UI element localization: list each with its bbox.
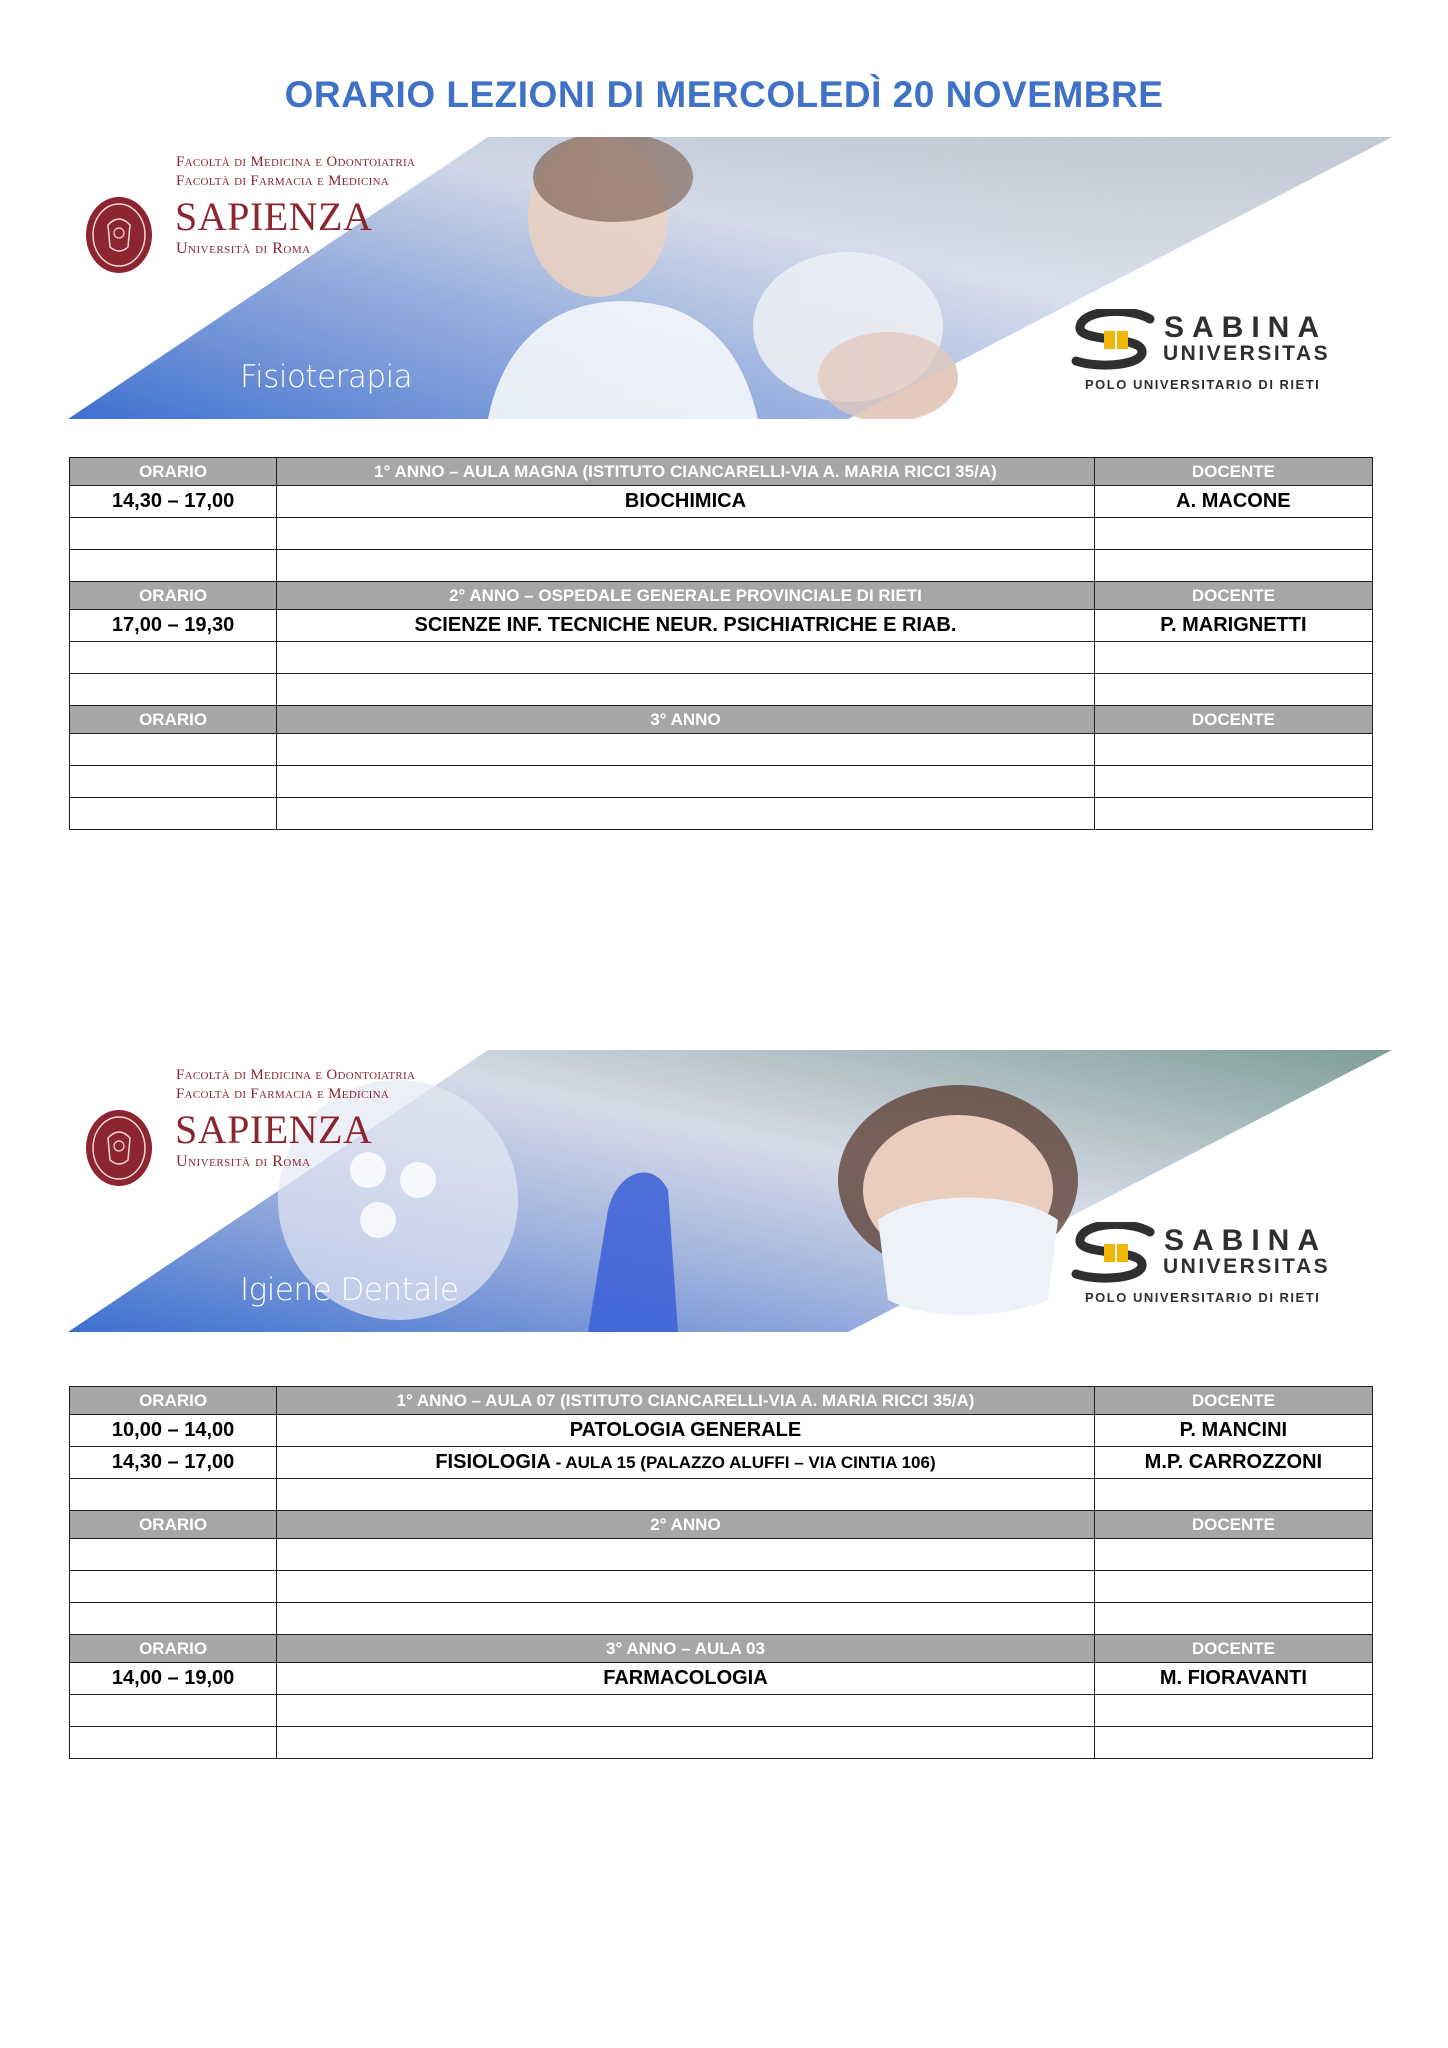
table-row (70, 1695, 1373, 1727)
table-row (70, 1415, 1373, 1447)
cell-docente (1094, 1695, 1372, 1727)
cell-materia (277, 1727, 1095, 1759)
section-header (70, 706, 1373, 734)
cell-docente (1094, 550, 1372, 582)
fisioterapia-schedule-table (69, 457, 1373, 830)
table-row (70, 486, 1373, 518)
faculty-names (176, 153, 415, 191)
cell-materia (277, 674, 1095, 706)
cell-materia (277, 1539, 1095, 1571)
cell-orario (70, 1571, 277, 1603)
cell-docente (1094, 1571, 1372, 1603)
table-row (70, 1603, 1373, 1635)
cell-materia (277, 1415, 1095, 1447)
header-docente: DOCENTE (1094, 1511, 1372, 1539)
cell-docente (1094, 1479, 1372, 1511)
table-row (70, 1663, 1373, 1695)
table-row (70, 642, 1373, 674)
cell-docente: A. MACONE (1094, 486, 1372, 518)
header-orario: ORARIO (70, 1635, 277, 1663)
cell-orario (70, 734, 277, 766)
university-name: SAPIENZA (175, 194, 373, 239)
cell-materia (277, 1603, 1095, 1635)
faculty-line-1: Facoltà di Medicina e Odontoiatria (176, 1067, 416, 1083)
table-row (70, 610, 1373, 642)
cell-docente: P. MARIGNETTI (1094, 610, 1372, 642)
materia-name: FISIOLOGIA (435, 1451, 551, 1473)
cell-docente (1094, 1539, 1372, 1571)
cell-orario (70, 674, 277, 706)
header-orario: ORARIO (70, 1387, 277, 1415)
table-row (70, 1479, 1373, 1511)
cell-orario (70, 1695, 277, 1727)
cell-docente (1094, 1603, 1372, 1635)
cell-materia: BIOCHIMICA (277, 486, 1095, 518)
cell-docente (1094, 1727, 1372, 1759)
cell-orario (70, 1539, 277, 1571)
cell-materia (277, 550, 1095, 582)
faculty-line-2: Facoltà di Farmacia e Medicina (176, 173, 390, 189)
header-docente: DOCENTE (1094, 1635, 1372, 1663)
table-row (70, 1447, 1373, 1479)
cell-materia (277, 1571, 1095, 1603)
table-row (70, 674, 1373, 706)
section-header (70, 1387, 1373, 1415)
cell-orario (70, 642, 277, 674)
cell-materia: FARMACOLOGIA (277, 1663, 1095, 1695)
university-subtitle: Università di Roma (176, 1153, 311, 1170)
table-row (70, 1539, 1373, 1571)
header-orario: ORARIO (70, 1511, 277, 1539)
table-row (70, 766, 1373, 798)
partner-tagline: POLO UNIVERSITARIO DI RIETI (1085, 377, 1321, 392)
header-orario: ORARIO (70, 706, 277, 734)
cell-docente: P. MANCINI (1094, 1415, 1372, 1447)
cell-orario (70, 766, 277, 798)
page-title: ORARIO LEZIONI DI MERCOLEDÌ 20 NOVEMBRE (284, 74, 1164, 115)
cell-orario (70, 1603, 277, 1635)
partner-tagline: POLO UNIVERSITARIO DI RIETI (1085, 1290, 1321, 1305)
faculty-line-1: Facoltà di Medicina e Odontoiatria (176, 154, 416, 170)
section-header (70, 1511, 1373, 1539)
cell-materia (277, 798, 1095, 830)
igiene-dentale-schedule-table (69, 1386, 1373, 1759)
cell-docente (1094, 766, 1372, 798)
cell-materia (277, 734, 1095, 766)
university-subtitle: Università di Roma (176, 240, 311, 257)
cell-materia (277, 642, 1095, 674)
cell-orario: 17,00 – 19,30 (70, 610, 277, 642)
partner-name: SABINA (1164, 1224, 1328, 1257)
header-docente: DOCENTE (1094, 582, 1372, 610)
sabina-logo-icon (1070, 309, 1160, 371)
cell-orario (70, 798, 277, 830)
table-row (70, 518, 1373, 550)
university-name: SAPIENZA (175, 1107, 373, 1152)
table-row (70, 550, 1373, 582)
fisioterapia-banner (68, 137, 1392, 419)
table-row (70, 1727, 1373, 1759)
table-row (70, 798, 1373, 830)
header-title: 1° ANNO – AULA MAGNA (ISTITUTO CIANCARELLI-VIA A. MARIA RICCI 35/A) (277, 458, 1095, 486)
materia-name: PATOLOGIA GENERALE (569, 1419, 802, 1441)
sabina-logo-icon (1070, 1222, 1160, 1284)
cell-docente (1094, 642, 1372, 674)
section-header (70, 458, 1373, 486)
header-orario: ORARIO (70, 582, 277, 610)
cell-orario: 14,30 – 17,00 (70, 486, 277, 518)
cell-materia: SCIENZE INF. TECNICHE NEUR. PSICHIATRICHE E RIAB. (277, 610, 1095, 642)
igiene-dentale-banner (68, 1050, 1392, 1332)
materia-note: - AULA 15 (PALAZZO ALUFFI – VIA CINTIA 106) (550, 1453, 936, 1472)
header-title: 1° ANNO – AULA 07 (ISTITUTO CIANCARELLI-VIA A. MARIA RICCI 35/A) (277, 1387, 1095, 1415)
header-docente: DOCENTE (1094, 706, 1372, 734)
course-name: Fisioterapia (240, 359, 413, 395)
cell-orario: 14,00 – 19,00 (70, 1663, 277, 1695)
cell-orario (70, 550, 277, 582)
cell-materia (277, 1447, 1095, 1479)
cell-docente: M. FIORAVANTI (1094, 1663, 1372, 1695)
sapienza-seal-icon (84, 195, 154, 275)
partner-name: SABINA (1164, 311, 1328, 344)
sapienza-seal-icon (84, 1108, 154, 1188)
table-row (70, 1571, 1373, 1603)
header-title: 2° ANNO (277, 1511, 1095, 1539)
header-title: 2° ANNO – OSPEDALE GENERALE PROVINCIALE DI RIETI (277, 582, 1095, 610)
faculty-line-2: Facoltà di Farmacia e Medicina (176, 1086, 390, 1102)
course-name: Igiene Dentale (240, 1272, 459, 1308)
section-header (70, 582, 1373, 610)
section-header (70, 1635, 1373, 1663)
cell-docente (1094, 518, 1372, 550)
header-docente: DOCENTE (1094, 458, 1372, 486)
cell-orario: 14,30 – 17,00 (70, 1447, 277, 1479)
cell-materia (277, 1479, 1095, 1511)
cell-materia (277, 766, 1095, 798)
cell-orario (70, 1727, 277, 1759)
table-row (70, 734, 1373, 766)
cell-docente (1094, 674, 1372, 706)
cell-docente (1094, 734, 1372, 766)
cell-orario (70, 1479, 277, 1511)
cell-orario: 10,00 – 14,00 (70, 1415, 277, 1447)
cell-docente: M.P. CARROZZONI (1094, 1447, 1372, 1479)
cell-materia (277, 518, 1095, 550)
partner-subtitle: UNIVERSITAS (1163, 1255, 1331, 1278)
header-orario: ORARIO (70, 458, 277, 486)
header-title: 3° ANNO – AULA 03 (277, 1635, 1095, 1663)
partner-subtitle: UNIVERSITAS (1163, 342, 1331, 365)
cell-orario (70, 518, 277, 550)
cell-docente (1094, 798, 1372, 830)
header-title: 3° ANNO (277, 706, 1095, 734)
header-docente: DOCENTE (1094, 1387, 1372, 1415)
cell-materia (277, 1695, 1095, 1727)
faculty-names (176, 1066, 415, 1104)
